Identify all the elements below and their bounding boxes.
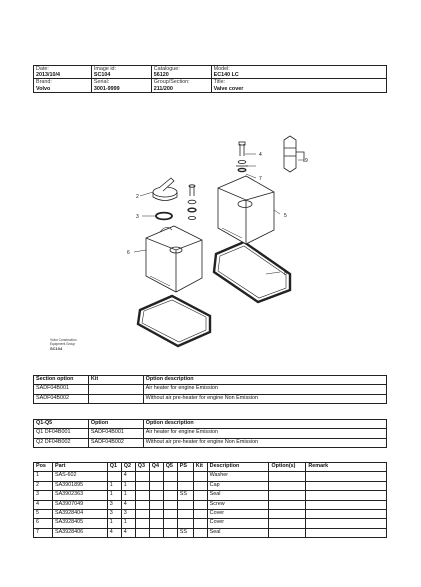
q3-cell <box>135 519 149 528</box>
table-row <box>34 472 387 481</box>
description-cell: Washer <box>207 472 269 481</box>
col-options: Option(s) <box>269 463 306 472</box>
image-id-label: Image id: <box>93 66 117 72</box>
q1-cell <box>107 472 121 481</box>
remark-cell <box>306 509 387 518</box>
q-cell: Q1 DF04B001 <box>34 429 89 438</box>
image-id-value: SC104 <box>93 72 111 79</box>
q2-cell: 4 <box>121 500 135 509</box>
group-value: 211/200 <box>153 85 173 92</box>
options-cell <box>269 472 306 481</box>
options-cell <box>269 481 306 490</box>
description-cell: Cap <box>207 481 269 490</box>
q2-cell: 1 <box>121 491 135 500</box>
part-number-cell: SAS-602 <box>52 472 107 481</box>
section-option-cell: SADF04B002 <box>34 394 89 403</box>
part-number-cell: SA3902363 <box>52 491 107 500</box>
bolt-assembly-9 <box>284 136 304 172</box>
serial-label: Serial: <box>93 79 110 86</box>
col-q5: Q5 <box>163 463 177 472</box>
q4-cell <box>149 509 163 518</box>
col-part: Part <box>52 463 107 472</box>
title-label: Title: <box>213 79 226 86</box>
brand-value: Volvo <box>36 85 51 92</box>
q4-cell <box>149 491 163 500</box>
q3-cell <box>135 491 149 500</box>
q2-cell: 3 <box>121 509 135 518</box>
options-cell <box>269 500 306 509</box>
q2-cell: 4 <box>121 528 135 537</box>
ps-cell <box>177 472 193 481</box>
ps-cell <box>177 509 193 518</box>
date-cell <box>34 66 92 79</box>
kit-cell <box>193 481 207 490</box>
options-cell <box>269 528 306 537</box>
description-cell: Seal <box>207 491 269 500</box>
table-row <box>34 429 387 438</box>
q4-cell <box>149 472 163 481</box>
col-kit: Kit <box>88 376 143 385</box>
remark-cell <box>306 491 387 500</box>
ps-cell: SS <box>177 528 193 537</box>
remark-cell <box>306 500 387 509</box>
callout-2: 2 <box>136 194 139 200</box>
pos-cell: 3 <box>34 491 53 500</box>
catalogue-value: 56120 <box>153 72 169 79</box>
q1-cell: 1 <box>107 491 121 500</box>
q3-cell <box>135 509 149 518</box>
callout-9: 9 <box>305 158 308 164</box>
description-cell: Without air pre-heater for engine Non Emission <box>143 394 386 403</box>
valve-cover-left <box>146 226 202 292</box>
oil-filler-cap <box>153 178 177 201</box>
part-number-cell: SA3928404 <box>52 509 107 518</box>
remark-cell <box>306 528 387 537</box>
callout-6: 6 <box>127 250 130 256</box>
q5-cell <box>163 500 177 509</box>
stamp-line-2: Equipment Group <box>50 341 75 346</box>
table-row <box>34 385 387 394</box>
catalogue-label: Catalogue: <box>153 66 180 72</box>
q1-cell: 1 <box>107 519 121 528</box>
serial-cell <box>91 79 151 92</box>
options-cell <box>269 519 306 528</box>
screws-and-washers-left <box>188 185 196 220</box>
options-cell <box>269 509 306 518</box>
ps-cell <box>177 481 193 490</box>
brand-cell <box>34 79 92 92</box>
parts-table <box>33 462 387 538</box>
stamp-code: SC104 <box>50 345 63 351</box>
col-q1: Q1 <box>107 463 121 472</box>
q4-cell <box>149 528 163 537</box>
callout-5: 5 <box>284 213 287 219</box>
callout-8: 8 <box>284 271 287 277</box>
q1-cell: 1 <box>107 481 121 490</box>
callout-4: 4 <box>259 152 262 158</box>
description-cell: Cover <box>207 519 269 528</box>
ps-cell <box>177 519 193 528</box>
q2-cell: 4 <box>121 472 135 481</box>
kit-cell <box>193 519 207 528</box>
description-cell: Seal <box>207 528 269 537</box>
ps-cell: SS <box>177 491 193 500</box>
remark-cell <box>306 519 387 528</box>
table-row <box>34 509 387 518</box>
gasket-left <box>138 296 210 346</box>
kit-cell <box>193 509 207 518</box>
q4-cell <box>149 481 163 490</box>
callout-7: 7 <box>259 176 262 182</box>
q5-cell <box>163 472 177 481</box>
remark-cell <box>306 472 387 481</box>
screws-and-washers-right <box>236 142 248 172</box>
q1-cell: 3 <box>107 500 121 509</box>
drawing-stamp <box>50 339 77 350</box>
q5-cell <box>163 509 177 518</box>
q4-cell <box>149 500 163 509</box>
title-value: Valve cover <box>213 85 244 92</box>
description-cell: Screw <box>207 500 269 509</box>
pos-cell: 4 <box>34 500 53 509</box>
col-kit: Kit <box>193 463 207 472</box>
stamp-line-1: Volvo Construction <box>50 338 77 342</box>
part-number-cell: SA3928405 <box>52 519 107 528</box>
title-cell <box>211 79 386 92</box>
callout-3: 3 <box>136 214 139 220</box>
option-cell: SADF04B002 <box>88 438 143 447</box>
q2-cell: 1 <box>121 481 135 490</box>
q5-cell <box>163 491 177 500</box>
serial-value: 3001-9999 <box>93 85 120 92</box>
part-number-cell: SA3901895 <box>52 481 107 490</box>
header-info-table <box>33 65 387 93</box>
table-row <box>34 528 387 537</box>
model-value: EC140 LC <box>213 72 239 79</box>
q5-cell <box>163 481 177 490</box>
cap-seal <box>156 213 172 220</box>
group-label: Group/Section: <box>153 79 190 86</box>
q3-cell <box>135 481 149 490</box>
kit-cell <box>193 500 207 509</box>
parts-header-row <box>34 463 387 472</box>
table-row <box>34 394 387 403</box>
col-q3: Q3 <box>135 463 149 472</box>
section-option-table <box>33 375 387 404</box>
col-option: Option <box>88 420 143 429</box>
pos-cell: 6 <box>34 519 53 528</box>
col-q2: Q2 <box>121 463 135 472</box>
model-cell <box>211 66 386 79</box>
pos-cell: 7 <box>34 528 53 537</box>
table-row <box>34 519 387 528</box>
options-cell <box>269 491 306 500</box>
ps-cell <box>177 500 193 509</box>
description-cell: Cover <box>207 509 269 518</box>
col-remark: Remark <box>306 463 387 472</box>
col-option-description: Option description <box>143 376 386 385</box>
col-section-option: Section option <box>34 376 89 385</box>
col-pos: Pos <box>34 463 53 472</box>
q3-cell <box>135 528 149 537</box>
table-row <box>34 500 387 509</box>
part-number-cell: SA3928406 <box>52 528 107 537</box>
model-label: Model: <box>213 66 230 72</box>
catalogue-cell <box>151 66 211 79</box>
exploded-parts-drawing <box>0 130 421 365</box>
col-option-description: Option description <box>143 420 386 429</box>
q5-cell <box>163 528 177 537</box>
brand-label: Brand: <box>36 79 52 86</box>
col-description: Description <box>207 463 269 472</box>
kit-cell <box>88 385 143 394</box>
table-row <box>34 481 387 490</box>
parts-body <box>34 472 387 538</box>
kit-cell <box>88 394 143 403</box>
kit-cell <box>193 491 207 500</box>
q1-cell: 3 <box>107 509 121 518</box>
q3-cell <box>135 500 149 509</box>
q3-cell <box>135 472 149 481</box>
date-value: 2013/10/4 <box>36 72 60 79</box>
table-row <box>34 491 387 500</box>
pos-cell: 5 <box>34 509 53 518</box>
q1-cell: 4 <box>107 528 121 537</box>
pos-cell: 2 <box>34 481 53 490</box>
pos-cell: 1 <box>34 472 53 481</box>
q5-cell <box>163 519 177 528</box>
col-ps: PS <box>177 463 193 472</box>
col-q4: Q4 <box>149 463 163 472</box>
q2-cell: 1 <box>121 519 135 528</box>
description-cell: Air heater for engine Emission <box>143 429 386 438</box>
col-q1-q5: Q1-Q5 <box>34 420 89 429</box>
q-cell: Q2 DF04B002 <box>34 438 89 447</box>
q-options-table <box>33 419 387 448</box>
q4-cell <box>149 519 163 528</box>
description-cell: Air heater for engine Emission <box>143 385 386 394</box>
section-option-cell: SADF04B001 <box>34 385 89 394</box>
table-row <box>34 438 387 447</box>
kit-cell <box>193 528 207 537</box>
date-label: Date: <box>36 66 49 72</box>
part-number-cell: SA3907049 <box>52 500 107 509</box>
group-cell <box>151 79 211 92</box>
remark-cell <box>306 481 387 490</box>
image-id-cell <box>91 66 151 79</box>
kit-cell <box>193 472 207 481</box>
valve-cover-right <box>218 176 274 244</box>
option-cell: SADF04B001 <box>88 429 143 438</box>
description-cell: Without air pre-heater for engine Non Emission <box>143 438 386 447</box>
